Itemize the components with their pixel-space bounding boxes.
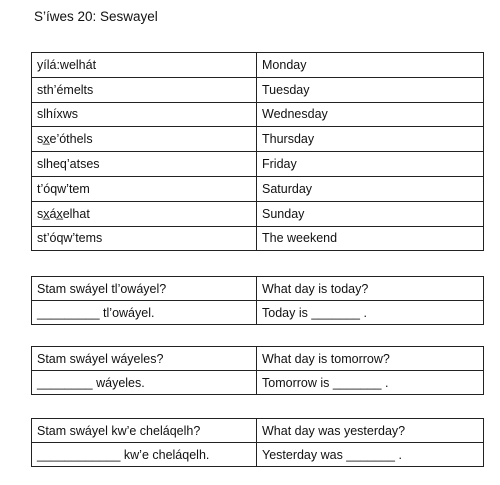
english-question: What day is today? (257, 277, 484, 301)
english-day-cell: Monday (257, 53, 484, 78)
page-title: S’íwes 20: Seswayel (34, 9, 158, 24)
table-row (32, 127, 484, 152)
squamish-day-cell: sx̲e’óthels (32, 127, 257, 152)
squamish-day-cell: st’óqw’tems (32, 226, 257, 251)
english-day-cell: Wednesday (257, 102, 484, 127)
english-question: What day is tomorrow? (257, 347, 484, 371)
table-row (32, 77, 484, 102)
question-table-today (31, 276, 484, 325)
table-row (32, 176, 484, 201)
squamish-day-cell: sth’émelts (32, 77, 257, 102)
english-answer-blank: Tomorrow is _______ . (257, 371, 484, 395)
table-row (32, 226, 484, 251)
squamish-answer-blank: _________ tl’owáyel. (32, 301, 257, 325)
english-day-cell: The weekend (257, 226, 484, 251)
question-table-tomorrow (31, 346, 484, 395)
table-row (32, 152, 484, 177)
squamish-day-cell: sx̲áx̲elhat (32, 201, 257, 226)
english-day-cell: Sunday (257, 201, 484, 226)
answer-row (32, 443, 484, 467)
squamish-answer-blank: ____________ kw’e cheláqelh. (32, 443, 257, 467)
english-question: What day was yesterday? (257, 419, 484, 443)
table-row (32, 102, 484, 127)
squamish-question: Stam swáyel kw’e cheláqelh? (32, 419, 257, 443)
answer-row (32, 301, 484, 325)
days-of-week-table (31, 52, 484, 251)
squamish-day-cell: slheq’atses (32, 152, 257, 177)
english-day-cell: Saturday (257, 176, 484, 201)
squamish-question: Stam swáyel wáyeles? (32, 347, 257, 371)
question-row (32, 347, 484, 371)
english-day-cell: Tuesday (257, 77, 484, 102)
english-day-cell: Thursday (257, 127, 484, 152)
question-row (32, 277, 484, 301)
english-answer-blank: Yesterday was _______ . (257, 443, 484, 467)
table-row (32, 53, 484, 78)
question-row (32, 419, 484, 443)
table-row (32, 201, 484, 226)
squamish-day-cell: yílá:welhát (32, 53, 257, 78)
squamish-day-cell: t’óqw’tem (32, 176, 257, 201)
squamish-question: Stam swáyel tl’owáyel? (32, 277, 257, 301)
english-day-cell: Friday (257, 152, 484, 177)
squamish-day-cell: slhíxws (32, 102, 257, 127)
squamish-answer-blank: ________ wáyeles. (32, 371, 257, 395)
english-answer-blank: Today is _______ . (257, 301, 484, 325)
question-table-yesterday (31, 418, 484, 467)
answer-row (32, 371, 484, 395)
